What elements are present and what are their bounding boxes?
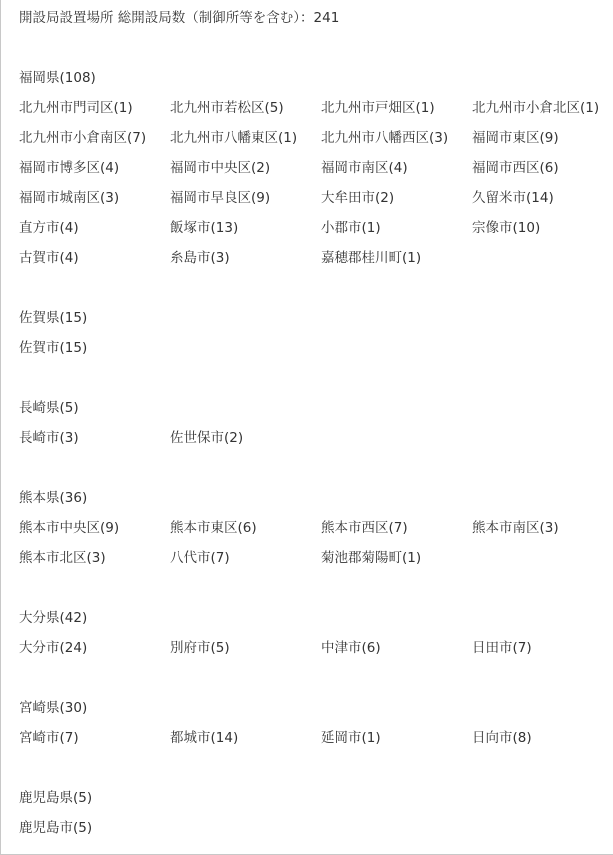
city-item: 都城市(14) [170, 730, 239, 746]
city-item: 福岡市早良区(9) [170, 190, 271, 206]
prefecture-section-nagasaki [19, 398, 613, 458]
city-item: 菊池郡菊陽町(1) [321, 550, 422, 566]
prefecture-title: 大分県(42) [19, 610, 88, 626]
city-item: 日向市(8) [472, 730, 532, 746]
city-list [19, 638, 613, 668]
prefecture-title: 長崎県(5) [19, 400, 79, 416]
city-item: 大分市(24) [19, 640, 88, 656]
city-item: 福岡市博多区(4) [19, 160, 120, 176]
city-item: 福岡市城南区(3) [19, 190, 120, 206]
city-item: 糸島市(3) [170, 250, 230, 266]
city-item: 熊本市北区(3) [19, 550, 106, 566]
city-item: 熊本市南区(3) [472, 520, 559, 536]
city-list [19, 338, 613, 368]
prefecture-section-kagoshima [19, 788, 613, 848]
city-item: 福岡市西区(6) [472, 160, 559, 176]
city-item: 古賀市(4) [19, 250, 79, 266]
city-item: 北九州市八幡東区(1) [170, 130, 298, 146]
city-item: 福岡市南区(4) [321, 160, 408, 176]
city-item: 北九州市戸畑区(1) [321, 100, 435, 116]
city-item: 北九州市小倉南区(7) [19, 130, 147, 146]
city-item: 別府市(5) [170, 640, 230, 656]
city-item: 福岡市中央区(2) [170, 160, 271, 176]
city-list [19, 818, 613, 848]
city-item: 北九州市若松区(5) [170, 100, 284, 116]
city-item: 宮崎市(7) [19, 730, 79, 746]
prefecture-section-saga [19, 308, 613, 368]
city-item: 北九州市門司区(1) [19, 100, 133, 116]
station-count-header: 開設局設置場所 総開設局数（制御所等を含む）：241 [19, 10, 340, 26]
prefecture-section-oita [19, 608, 613, 668]
city-item: 延岡市(1) [321, 730, 381, 746]
city-item: 久留米市(14) [472, 190, 554, 206]
city-item: 熊本市西区(7) [321, 520, 408, 536]
prefecture-section-kumamoto [19, 488, 613, 578]
prefecture-title: 宮崎県(30) [19, 700, 88, 716]
city-item: 佐賀市(15) [19, 340, 88, 356]
city-item: 日田市(7) [472, 640, 532, 656]
prefecture-title: 福岡県(108) [19, 70, 96, 86]
prefecture-section-miyazaki [19, 698, 613, 758]
city-list [19, 728, 613, 758]
city-item: 嘉穂郡桂川町(1) [321, 250, 422, 266]
city-list [19, 428, 613, 458]
city-item: 北九州市八幡西区(3) [321, 130, 449, 146]
city-item: 中津市(6) [321, 640, 381, 656]
city-item: 熊本市中央区(9) [19, 520, 120, 536]
prefecture-title: 佐賀県(15) [19, 310, 88, 326]
city-item: 直方市(4) [19, 220, 79, 236]
prefecture-section-fukuoka [19, 68, 613, 278]
city-list [19, 98, 613, 278]
city-item: 飯塚市(13) [170, 220, 239, 236]
city-item: 佐世保市(2) [170, 430, 244, 446]
city-item: 大牟田市(2) [321, 190, 395, 206]
city-item: 宗像市(10) [472, 220, 541, 236]
prefecture-title: 熊本県(36) [19, 490, 88, 506]
city-list [19, 518, 613, 578]
city-item: 長崎市(3) [19, 430, 79, 446]
prefecture-title: 鹿児島県(5) [19, 790, 93, 806]
city-item: 八代市(7) [170, 550, 230, 566]
city-item: 福岡市東区(9) [472, 130, 559, 146]
city-item: 熊本市東区(6) [170, 520, 257, 536]
city-item: 鹿児島市(5) [19, 820, 93, 836]
city-item: 北九州市小倉北区(1) [472, 100, 600, 116]
city-item: 小郡市(1) [321, 220, 381, 236]
